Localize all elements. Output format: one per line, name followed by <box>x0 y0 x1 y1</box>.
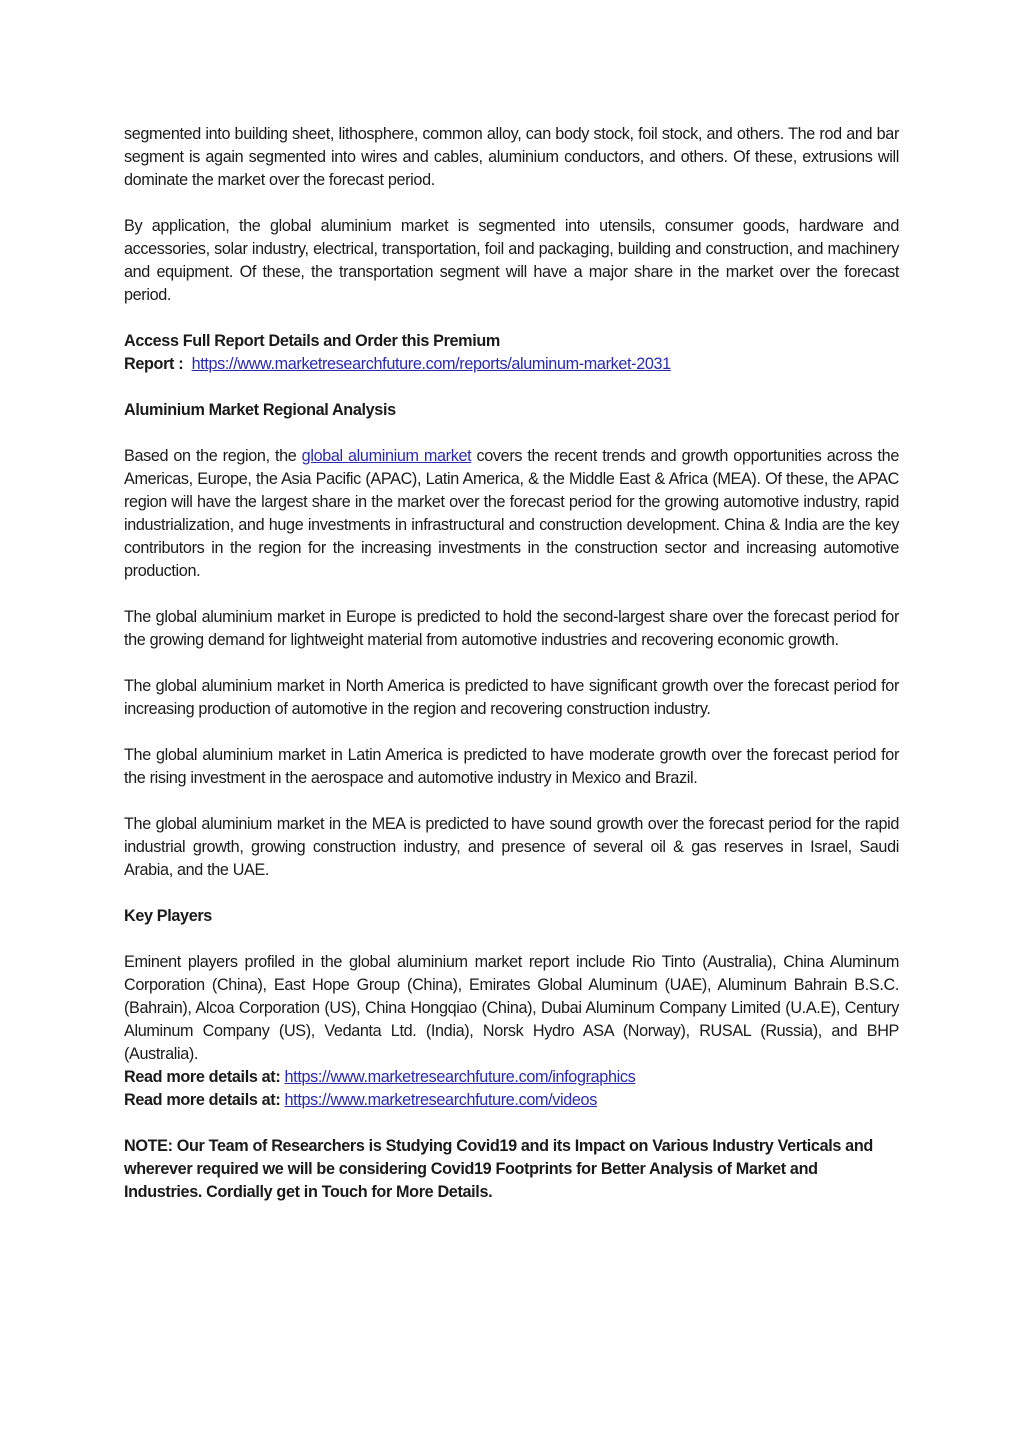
report-access-block <box>124 330 899 376</box>
report-link[interactable]: https://www.marketresearchfuture.com/reports/aluminum-market-2031 <box>191 355 671 373</box>
covid-note: NOTE: Our Team of Researchers is Studying Covid19 and its Impact on Various Industry Verticals and wherever required we will be considering Covid19 Footprints for Better Analysis of Market and Industries. Cordially get in Touch for More Details. <box>124 1137 873 1201</box>
regional-text-before: Based on the region, the <box>124 447 302 465</box>
regional-text-after: covers the recent trends and growth opportunities across the Americas, Europe, the Asia Pacific (APAC), Latin America, & the Middle East & Africa (MEA). Of these, the APAC region will have the largest share in the market over the forecast period for the growing automotive industry, rapid industrialization, and huge investments in infrastructural and construction development. China & India are the key contributors in the region for the increasing investments in the construction sector and increasing automotive production. <box>124 447 899 580</box>
mea-paragraph: The global aluminium market in the MEA is predicted to have sound growth over the forecast period for the rapid industrial growth, growing construction industry, and presence of several oil & gas reserves in Israel, Saudi Arabia, and the UAE. <box>124 815 899 879</box>
key-players-paragraph: Eminent players profiled in the global aluminium market report include Rio Tinto (Australia), China Aluminum Corporation (China), East Hope Group (China), Emirates Global Aluminum (UAE), Aluminum Bahrain B.S.C. (Bahrain), Alcoa Corporation (US), China Hongqiao (China), Dubai Aluminum Company Limited (U.A.E), Century Aluminum Company (US), Vedanta Ltd. (India), Norsk Hydro ASA (Norway), RUSAL (Russia), and BHP (Australia). <box>124 953 899 1063</box>
application-paragraph: By application, the global aluminium market is segmented into utensils, consumer goods, hardware and accessories, solar industry, electrical, transportation, foil and packaging, building and construction, and machinery and equipment. Of these, the transportation segment will have a major share in the market over the forecast period. <box>124 217 899 304</box>
global-aluminium-market-link[interactable]: global aluminium market <box>301 447 472 465</box>
read-more-label: Read more details at: <box>124 1068 285 1086</box>
report-label: Report : <box>124 355 188 373</box>
read-more-label: Read more details at: <box>124 1091 285 1109</box>
regional-analysis-heading: Aluminium Market Regional Analysis <box>124 401 396 419</box>
videos-link[interactable]: https://www.marketresearchfuture.com/videos <box>284 1091 597 1109</box>
latin-america-paragraph: The global aluminium market in Latin America is predicted to have moderate growth over the forecast period for the rising investment in the aerospace and automotive industry in Mexico and Brazil. <box>124 746 899 787</box>
europe-paragraph: The global aluminium market in Europe is predicted to hold the second-largest share over the forecast period for the growing demand for lightweight material from automotive industries and recovering economic growth. <box>124 608 899 649</box>
key-players-heading: Key Players <box>124 907 212 925</box>
document-page <box>124 123 899 1227</box>
segment-paragraph: segmented into building sheet, lithosphere, common alloy, can body stock, foil stock, and others. The rod and bar segment is again segmented into wires and cables, aluminium conductors, and others. Of these, extrusions will dominate the market over the forecast period. <box>124 125 899 189</box>
report-link-line <box>124 353 899 376</box>
north-america-paragraph: The global aluminium market in North America is predicted to have significant growth over the forecast period for increasing production of automotive in the region and recovering construction industry. <box>124 677 899 718</box>
infographics-link[interactable]: https://www.marketresearchfuture.com/infographics <box>284 1068 636 1086</box>
read-more-infographics <box>124 1066 899 1089</box>
read-more-videos <box>124 1089 899 1112</box>
report-access-heading: Access Full Report Details and Order this Premium <box>124 332 500 350</box>
regional-paragraph <box>124 445 899 583</box>
